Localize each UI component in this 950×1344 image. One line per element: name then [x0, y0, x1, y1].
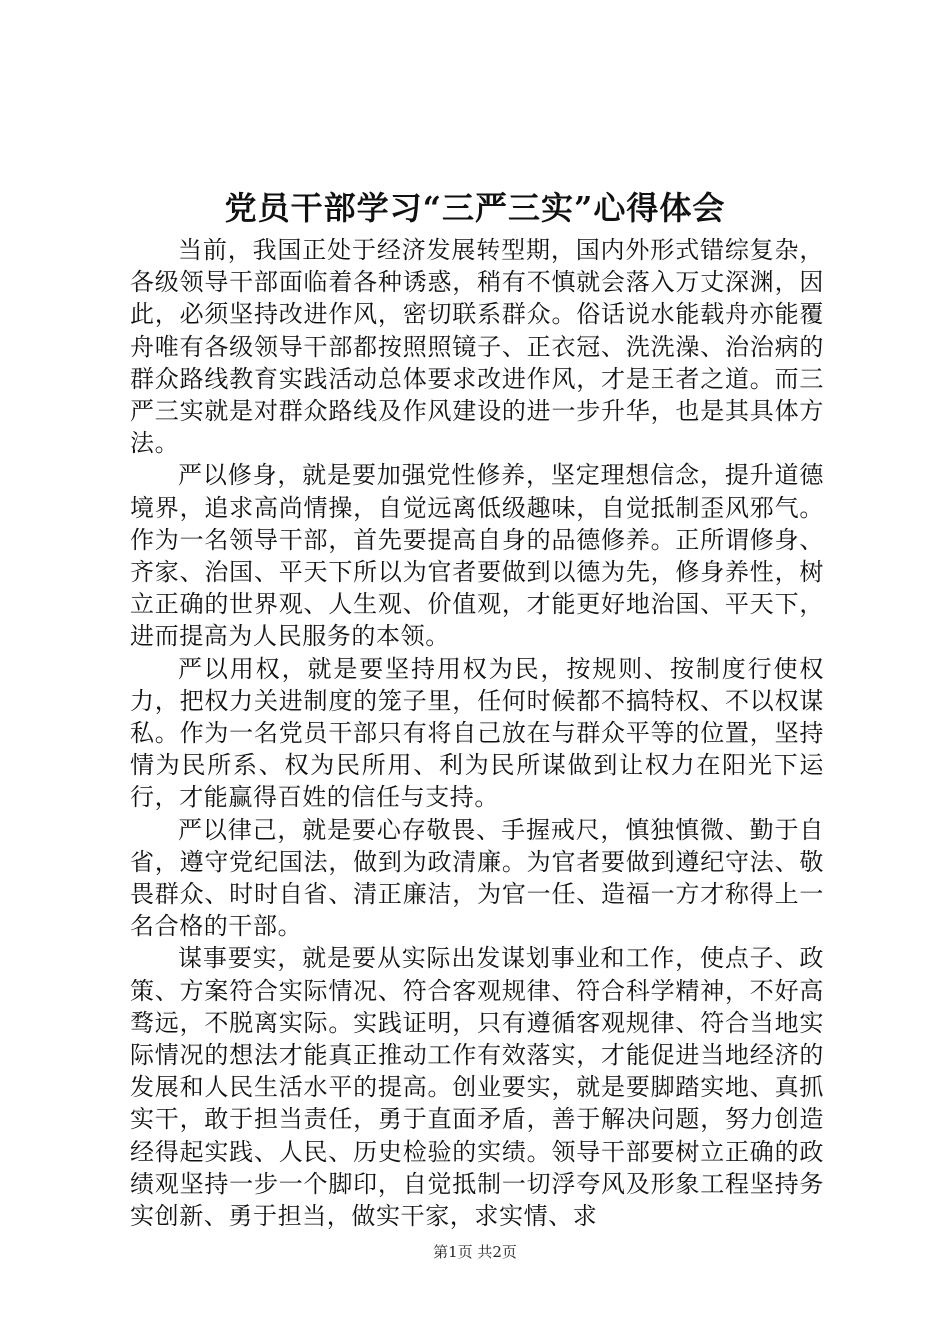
document-body	[130, 234, 824, 1232]
paragraph-self-discipline: 严以律己，就是要心存敬畏、手握戒尺，慎独慎微、勤于自省，遵守党纪国法，做到为政清廉。为官者要做到遵纪守法、敬畏群众、时时自省、清正廉洁，为官一任、造福一方才称得上一名合格的干部。	[130, 815, 824, 941]
page-number-footer: 第1页 共2页	[433, 1243, 517, 1261]
paragraph-practical-work: 谋事要实，就是要从实际出发谋划事业和工作，使点子、政策、方案符合实际情况、符合客观规律、符合科学精神，不好高骛远，不脱离实际。实践证明，只有遵循客观规律、符合当地实际情况的想法才能真正推动工作有效落实，才能促进当地经济的发展和人民生活水平的提高。创业要实，就是要脚踏实地、真抓实干，敢于担当责任，勇于直面矛盾，善于解决问题，努力创造经得起实践、人民、历史检验的实绩。领导干部要树立正确的政绩观坚持一步一个脚印，自觉抵制一切浮夸风及形象工程坚持务实创新、勇于担当，做实干家，求实情、求	[130, 944, 824, 1231]
paragraph-use-of-power: 严以用权，就是要坚持用权为民，按规则、按制度行使权力，把权力关进制度的笼子里，任何时候都不搞特权、不以权谋私。作为一名党员干部只有将自己放在与群众平等的位置，坚持情为民所系、权为民所用、利为民所谋做到让权力在阳光下运行，才能赢得百姓的信任与支持。	[130, 654, 824, 812]
document-title: 党员干部学习“三严三实”心得体会	[224, 189, 726, 227]
paragraph-intro: 当前，我国正处于经济发展转型期，国内外形式错综复杂，各级领导干部面临着各种诱惑，稍有不慎就会落入万丈深渊，因此，必须坚持改进作风，密切联系群众。俗话说水能载舟亦能覆舟唯有各级领导干部都按照照镜子、正衣冠、洗洗澡、治治病的群众路线教育实践活动总体要求改进作风，才是王者之道。而三严三实就是对群众路线及作风建设的进一步升华，也是其具体方法。	[130, 236, 824, 458]
paragraph-self-cultivation: 严以修身，就是要加强党性修养，坚定理想信念，提升道德境界，追求高尚情操，自觉远离低级趣味，自觉抵制歪风邪气。作为一名领导干部，首先要提高自身的品德修养。正所谓修身、齐家、治国、平天下所以为官者要做到以德为先，修身养性，树立正确的世界观、人生观、价值观，才能更好地治国、平天下，进而提高为人民服务的本领。	[130, 461, 824, 651]
